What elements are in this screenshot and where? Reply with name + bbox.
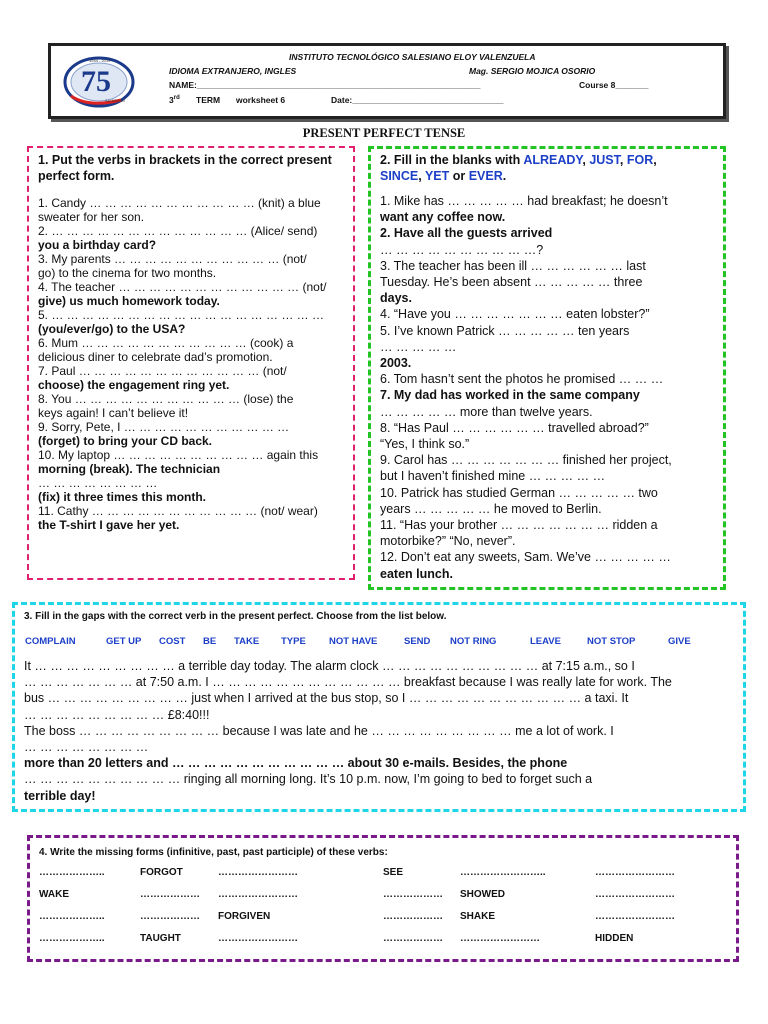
verb-form-cell: WAKE <box>39 889 69 900</box>
verb-type: TYPE <box>281 636 306 647</box>
exercise-line: … … … … … more than twelve years. <box>380 404 593 419</box>
exercise-line: years … … … … … he moved to Berlin. <box>380 501 602 516</box>
exercise-line: 4. “Have you … … … … … … … eaten lobster?” <box>380 307 650 322</box>
school-logo <box>59 50 149 110</box>
verb-form-cell[interactable]: …………………… <box>595 911 675 922</box>
exercise-line: It … … … … … … … … … a terrible day today. The alarm clock … … … … … … … … … … at 7:15 a.m., so I <box>24 659 635 673</box>
verb-form-cell[interactable]: …………………… <box>218 867 298 878</box>
exercise-line: the T-shirt I gave her yet. <box>38 518 180 532</box>
exercise-line: motorbike?” “No, never”. <box>380 534 516 549</box>
exercise-line: 10. Patrick has studied German … … … … … two <box>380 485 658 500</box>
comma-3: , <box>653 153 657 167</box>
exercise-line: go) to the cinema for two months. <box>38 266 217 280</box>
verb-give: GIVE <box>668 636 691 647</box>
comma-2: , <box>619 153 627 167</box>
verb-form-cell[interactable]: …………………… <box>460 933 540 944</box>
exercise-line: 10. My laptop … … … … … … … … … … again this <box>38 448 319 462</box>
exercise-line: “Yes, I think so.” <box>380 437 470 452</box>
verb-complain: COMPLAIN <box>25 636 76 647</box>
verb-not-have: NOT HAVE <box>329 636 378 647</box>
or-word: or <box>449 169 469 183</box>
exercise-line: terrible day! <box>24 788 96 803</box>
exercise-line: 6. Tom hasn’t sent the photos he promised … … … <box>380 372 664 387</box>
exercise-line: (fix) it three times this month. <box>38 490 207 504</box>
exercise-line: … … … … … … … … <box>38 476 158 490</box>
verb-form-cell: SEE <box>383 867 404 878</box>
exercise-line: 7. My dad has worked in the same company <box>380 388 640 403</box>
verb-form-cell[interactable]: ……………… <box>383 889 443 900</box>
exercise-line: 1. Mike has … … … … … had breakfast; he doesn’t <box>380 194 668 208</box>
exercise-line: 3. The teacher has been ill … … … … … … last <box>380 258 646 273</box>
exercise-line: … … … … … … … … … £8:40!!! <box>24 707 210 722</box>
exercise-line: bus … … … … … … … … … just when I arrived at the bus stop, so I … … … … … … … … … … … a taxi. It <box>24 691 629 706</box>
term-label <box>169 95 180 105</box>
verb-form-cell[interactable]: ……………….. <box>39 911 105 922</box>
heading-period: . <box>502 169 507 183</box>
keyword-ever: EVER <box>468 169 503 183</box>
verb-form-cell[interactable]: ……………… <box>140 889 200 900</box>
verb-leave: LEAVE <box>530 636 561 647</box>
exercise-4-box <box>27 835 739 962</box>
keyword-since: SINCE <box>380 169 419 183</box>
student-name-field[interactable]: NAME:____________________________________________________________ <box>169 80 481 90</box>
exercise-line: … … … … … … … at 7:50 a.m. I … … … … … … … … … … … … breakfast because I was really late for work. The <box>24 675 672 690</box>
exercise-line: keys again! I can’t believe it! <box>38 406 189 420</box>
verb-form-cell[interactable]: …………………….. <box>460 867 546 878</box>
exercise-line: (you/ever/go) to the USA? <box>38 322 186 336</box>
exercise-line: but I haven’t finished mine … … … … … <box>380 469 606 484</box>
teacher-name: Mag. SERGIO MOJICA OSORIO <box>469 66 596 76</box>
verb-take: TAKE <box>234 636 260 647</box>
exercise-line: want any coffee now. <box>380 210 506 225</box>
comma-4: , <box>418 169 425 183</box>
exercise-line: eaten lunch. <box>380 566 453 581</box>
exercise-line: 5. … … … … … … … … … … … … … … … … … … <box>38 308 325 322</box>
exercise-line: morning (break). The technician <box>38 462 221 476</box>
term-text: TERM <box>196 95 221 105</box>
exercise-line: 2003. <box>380 356 412 371</box>
exercise-line: 11. Cathy … … … … … … … … … … … (not/ wear) <box>38 504 318 518</box>
subject-name: IDIOMA EXTRANJERO, INGLES <box>169 66 297 76</box>
exercise-line: more than 20 letters and … … … … … … … … … … … about 30 e-mails. Besides, the phone <box>24 756 568 771</box>
verb-form-cell[interactable]: …………………… <box>595 889 675 900</box>
exercise-3-box <box>12 602 746 812</box>
exercise-line: The boss … … … … … … … … … because I was late and he … … … … … … … … … me a lot of work. I <box>24 723 614 738</box>
verb-form-cell[interactable]: …………………… <box>218 933 298 944</box>
verb-form-cell[interactable]: ……………….. <box>39 867 105 878</box>
logo-number: 75 <box>81 65 111 98</box>
exercise-line: … … … … … … … … … …? <box>380 242 544 257</box>
exercise-line: days. <box>380 291 412 306</box>
exercise-line: 12. Don’t eat any sweets, Sam. We’ve … … … … … <box>380 550 671 565</box>
keyword-just: JUST <box>589 153 620 167</box>
verb-cost: COST <box>159 636 186 647</box>
verb-form-cell[interactable]: ……………….. <box>39 933 105 944</box>
verb-form-cell: FORGIVEN <box>218 911 271 922</box>
exercise-2-box <box>368 146 726 590</box>
exercise-line: … … … … … <box>380 339 457 354</box>
page-title: PRESENT PERFECT TENSE <box>302 126 466 140</box>
verb-send: SEND <box>404 636 431 647</box>
exercise-line: 1. Candy … … … … … … … … … … … (knit) a blue <box>38 196 321 210</box>
verb-form-cell[interactable]: …………………… <box>595 867 675 878</box>
verb-not-stop: NOT STOP <box>587 636 636 647</box>
institute-name: INSTITUTO TECNOLÓGICO SALESIANO ELOY VALENZUELA <box>289 52 536 62</box>
exercise-4-heading: 4. Write the missing forms (infinitive, past, past participle) of these verbs: <box>39 847 388 858</box>
exercise-line: 11. “Has your brother … … … … … … … ridden a <box>380 518 658 533</box>
exercise-1-box <box>27 146 355 580</box>
exercise-line: 5. I’ve known Patrick … … … … … ten years <box>380 323 630 338</box>
term-number: 3 <box>169 95 174 105</box>
verb-form-cell: SHAKE <box>460 911 496 922</box>
term-ordinal: rd <box>173 95 180 102</box>
course-field[interactable]: Course 8_______ <box>579 80 649 90</box>
exercise-line: 2. Have all the guests arrived <box>380 226 553 241</box>
exercise-line: give) us much homework today. <box>38 294 220 308</box>
verb-form-cell: HIDDEN <box>595 933 634 944</box>
exercise-line: sweater for her son. <box>38 210 145 224</box>
exercise-line: 8. You … … … … … … … … … … … (lose) the <box>38 392 294 406</box>
exercise-line: delicious diner to celebrate dad’s promotion. <box>38 350 273 364</box>
exercise-line: 3. My parents … … … … … … … … … … … (not/ <box>38 252 307 266</box>
worksheet-header <box>48 43 726 119</box>
verb-form-cell[interactable]: ……………… <box>383 911 443 922</box>
exercise-line: 2. … … … … … … … … … … … … … (Alice/ send) <box>38 224 318 238</box>
exercise-line: 8. “Has Paul … … … … … … travelled abroad?” <box>380 420 649 435</box>
exercise-2-heading <box>380 152 720 184</box>
exercise-1-lines <box>38 196 350 532</box>
exercise-line: … … … … … … … … <box>24 740 149 755</box>
exercise-line: 4. The teacher … … … … … … … … … … … … (not/ <box>38 280 327 294</box>
exercise-line: you a birthday card? <box>38 238 157 252</box>
comma-1: , <box>582 153 590 167</box>
logo-years: 1944 - 2019 <box>89 58 111 63</box>
verb-not-ring: NOT RING <box>450 636 497 647</box>
exercise-line: (forget) to bring your CD back. <box>38 434 212 448</box>
exercise-2-heading-prefix: 2. Fill in the blanks with <box>380 153 524 167</box>
verb-get-up: GET UP <box>106 636 142 647</box>
exercise-line: 6. Mum … … … … … … … … … … … (cook) a <box>38 336 294 350</box>
exercise-1-heading: 1. Put the verbs in brackets in the correct present perfect form. <box>38 153 332 183</box>
verb-be: BE <box>203 636 217 647</box>
keyword-yet: YET <box>424 169 450 183</box>
date-field[interactable]: Date:________________________________ <box>331 95 504 105</box>
exercise-3-heading: 3. Fill in the gaps with the correct verb in the present perfect. Choose from the list below. <box>24 611 447 622</box>
verb-form-cell[interactable]: …………………… <box>218 889 298 900</box>
logo-ring-text: SALESIANO <box>105 99 125 103</box>
verb-form-cell[interactable]: ……………… <box>140 911 200 922</box>
exercise-line: … … … … … … … … … … ringing all morning long. It’s 10 p.m. now, I’m going to bed to forget such a <box>24 772 593 787</box>
exercise-line: Tuesday. He’s been absent … … … … … three <box>380 275 643 290</box>
exercise-line: 9. Sorry, Pete, I … … … … … … … … … … … <box>38 420 290 434</box>
verb-forms-grid <box>30 838 736 958</box>
exercise-line: 7. Paul … … … … … … … … … … … … (not/ <box>38 364 287 378</box>
exercise-line: 9. Carol has … … … … … … … finished her project, <box>380 453 672 468</box>
worksheet-number: worksheet 6 <box>236 95 286 105</box>
exercise-3-lines <box>24 658 736 804</box>
verb-form-cell: SHOWED <box>460 889 505 900</box>
keyword-for: FOR <box>626 153 654 167</box>
verb-form-cell: TAUGHT <box>140 933 181 944</box>
keyword-already: ALREADY <box>523 153 583 167</box>
verb-form-cell: FORGOT <box>140 867 183 878</box>
verb-form-cell[interactable]: ……………… <box>383 933 443 944</box>
exercise-2-lines <box>380 193 725 582</box>
exercise-line: choose) the engagement ring yet. <box>38 378 230 392</box>
